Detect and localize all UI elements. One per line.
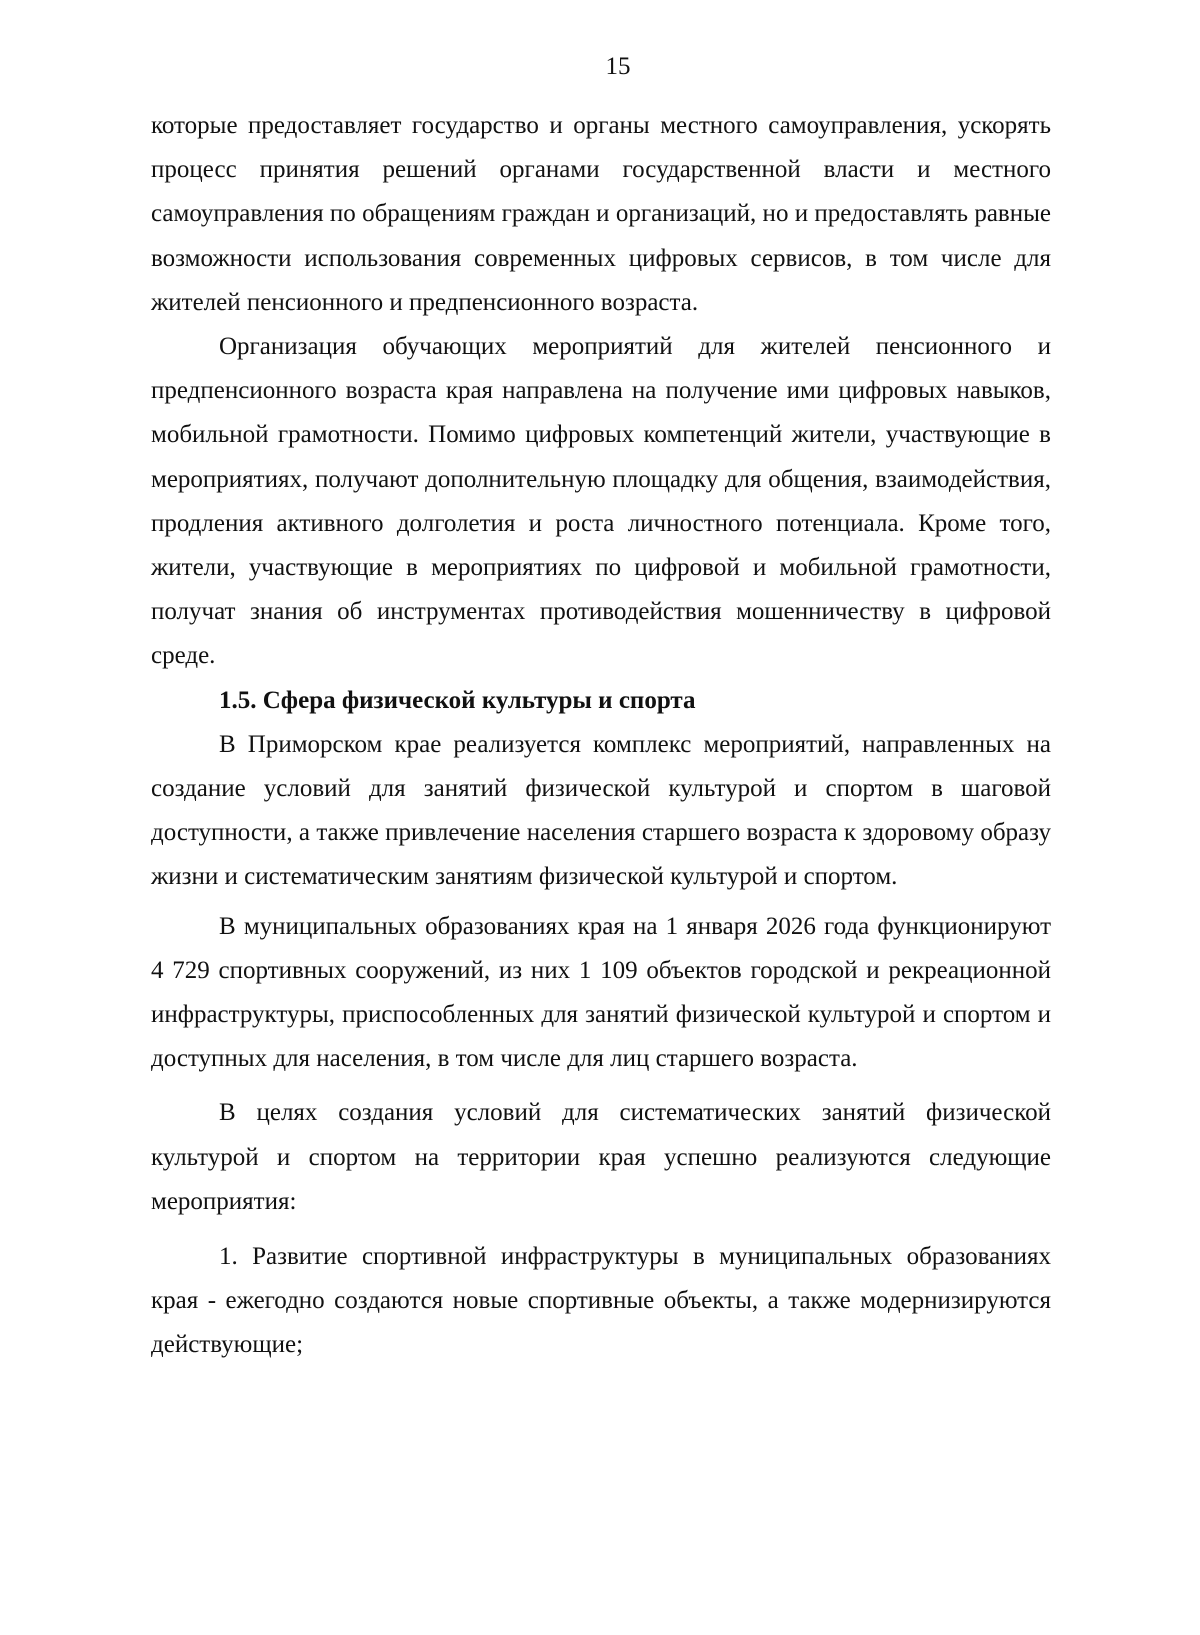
list-item-infrastructure: 1. Развитие спортивной инфраструктуры в муниципальных образованиях края - ежегодно создаются новые спортивные объекты, а также модернизируются действующие; (151, 1243, 1051, 1359)
paragraph-sports-measures: В Приморском крае реализуется комплекс мероприятий, направленных на создание условий для занятий физической культурой и спортом в шаговой доступности, а также привлечение населения старшего возраста к здоровому образу жизни и систематическим занятиям физической культурой и спортом. (151, 730, 1051, 891)
paragraph-digital-literacy: Организация обучающих мероприятий для жителей пенсионного и предпенсионного возраста края направлена на получение ими цифровых навыков, мобильной грамотности. Помимо цифровых компетенций жители, участвующие в мероприятиях, получают дополнительную площадку для общения, взаимодействия, продления активного долголетия и роста личностного потенциала. Кроме того, жители, участвующие в мероприятиях по цифровой и мобильной грамотности, получат знания об инструментах противодействия мошенничеству в цифровой среде. (151, 333, 1051, 670)
paragraph-continuation: которые предоставляет государство и органы местного самоуправления, ускорять процесс принятия решений органами государственной власти и местного самоуправления по обращениям граждан и организаций, но и предоставлять равные возможности использования современных цифровых сервисов, в том числе для жителей пенсионного и предпенсионного возраста. (151, 112, 1051, 316)
paragraph-sports-facilities: В муниципальных образованиях края на 1 января 2026 года функционируют 4 729 спортивных сооружений, из них 1 109 объектов городской и рекреационной инфраструктуры, приспособленных для занятий физической культурой и спортом и доступных для населения, в том числе для лиц старшего возраста. (151, 912, 1051, 1073)
section-heading: 1.5. Сфера физической культуры и спорта (219, 686, 696, 714)
page-number: 15 (605, 53, 631, 80)
document-body (151, 104, 1051, 1368)
paragraph-conditions: В целях создания условий для систематических занятий физической культурой и спортом на территории края успешно реализуются следующие мероприятия: (151, 1099, 1051, 1215)
